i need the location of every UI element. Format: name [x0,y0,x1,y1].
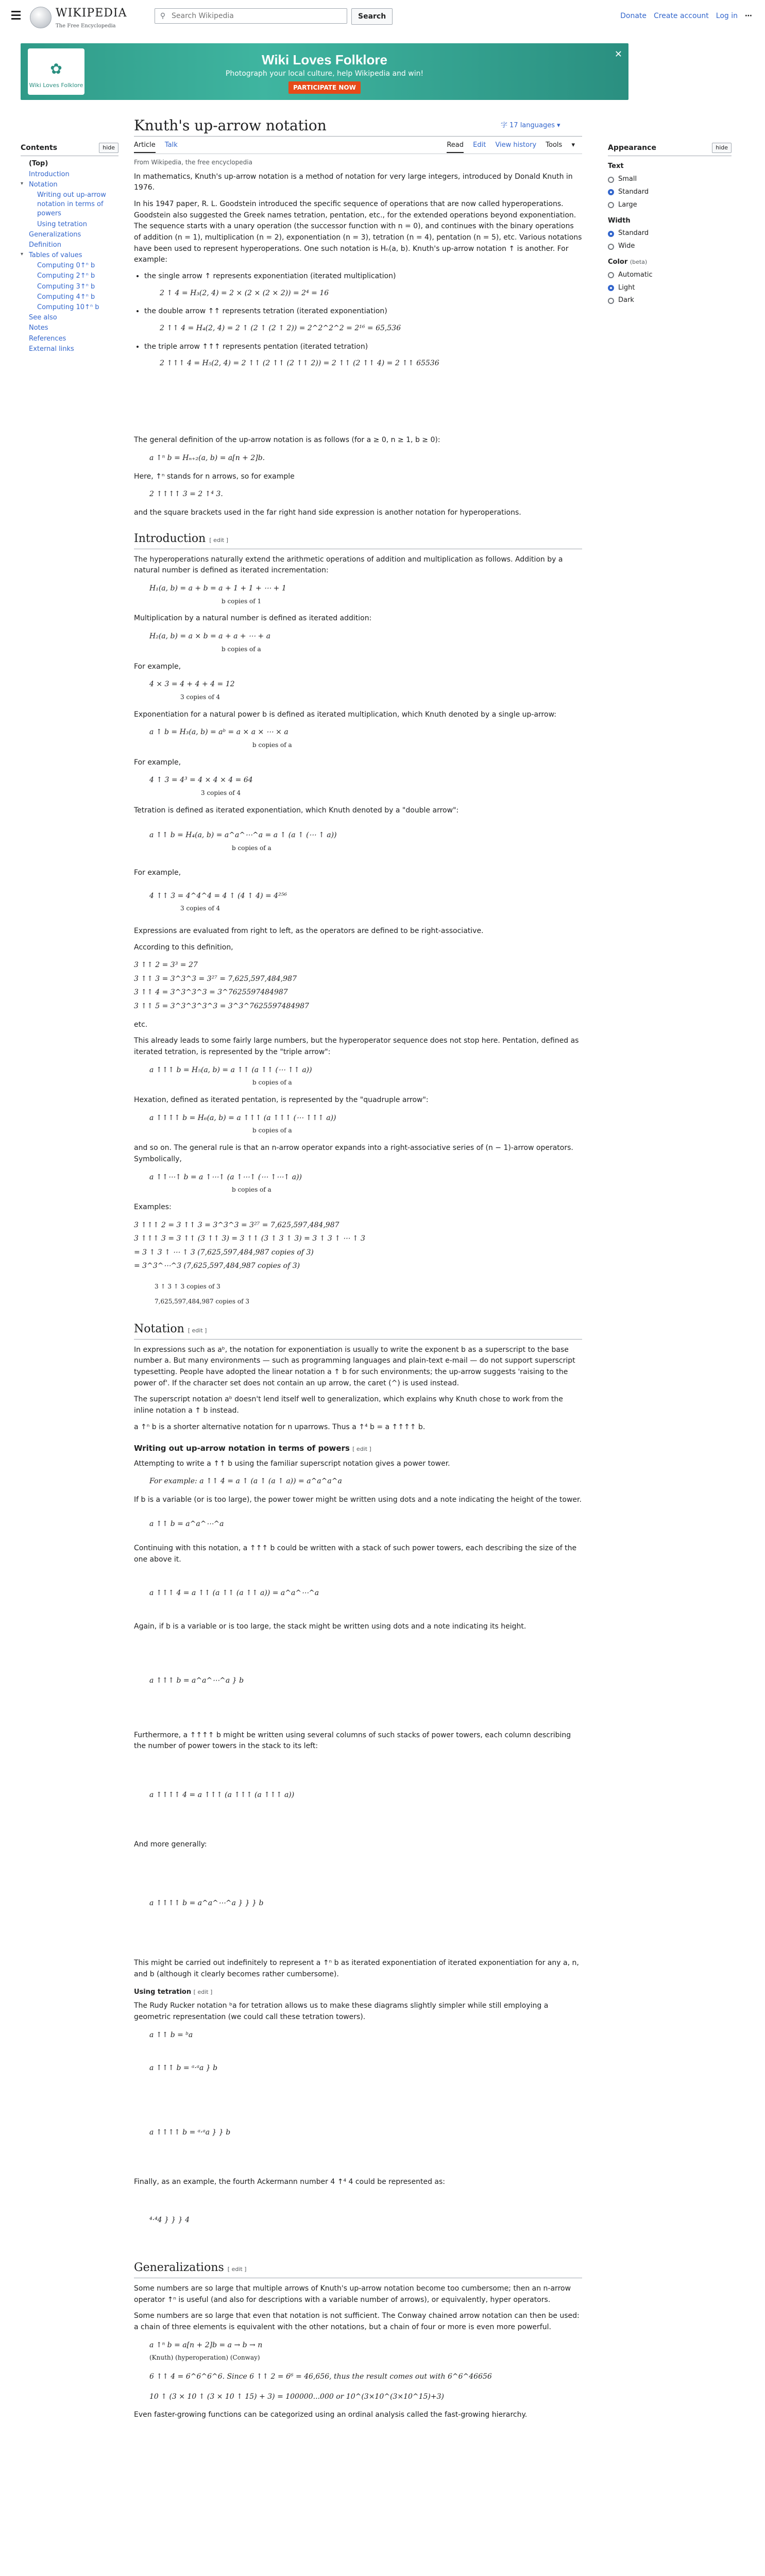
toc-item-label: Computing 3↑ⁿ b [37,282,95,291]
paragraph: For example, [134,758,181,767]
equation [149,2338,582,2364]
paragraph: Finally, as an example, the fourth Ackermann number 4 ↑⁴ 4 could be represented as: [134,2177,445,2186]
radio-icon[interactable] [608,177,614,183]
equation-text: a ↑↑ b = H₄(a, b) = a^a^⋯^a = a ↑ (a ↑ (⋯ ↑ a)) [149,831,337,840]
equation: a ↑↑↑ 4 = a ↑↑ (a ↑↑ (a ↑↑ a)) = a^a^⋯^a [149,1588,319,1597]
toc-item[interactable] [21,293,118,302]
toc-item-label: Computing 10↑ⁿ b [37,303,99,312]
toc-item-label: Notation [29,180,58,189]
toc-item-label: Introduction [29,170,70,178]
paragraph: Some numbers are so large that multiple arrows of Knuth's up-arrow notation become too cumbersome; then an n-arrow operator ↑ⁿ is useful (and also for descriptions with a variable number of arrows), or equivalently, hyper operators. [134,2284,571,2304]
banner-subtitle: Photograph your local culture, help Wikipedia and win! [225,70,424,78]
log-in-link[interactable]: Log in [716,12,738,20]
width-title: Width [608,216,631,225]
radio-label: Wide [618,242,635,250]
paragraph: and so on. The general rule is that an n-arrow operator expands into a right-associative series of (n − 1)-arrow operators. Symbolically, [134,1144,573,1163]
tab-talk[interactable]: Talk [164,141,178,149]
paragraph: Examples: [134,1202,172,1211]
equation: a ↑↑↑↑ 4 = a ↑↑↑ (a ↑↑↑ (a ↑↑↑ a)) [149,1790,295,1799]
paragraph: Exponentiation for a natural power b is defined as iterated multiplication, which Knuth denoted by a single up-arrow: [134,710,556,719]
chevron-down-icon: ▾ [21,180,24,187]
equation: 2 ↑↑ 4 = H₄(2, 4) = 2 ↑ (2 ↑ (2 ↑ 2)) = 2^2^2^2 = 2¹⁶ = 65,536 [160,324,401,333]
list-item [144,271,582,300]
color-title [608,257,732,268]
arrow-examples-list [134,271,582,429]
equation: ⁴·⁴4 } } } 4 [149,2216,190,2225]
equation-text: a ↑↑↑ b = H₅(a, b) = a ↑↑ (a ↑↑ (⋯ ↑↑ a)) [149,1065,312,1074]
equation-text: a ↑ b = H₃(a, b) = aᵇ = a × a × ⋯ × a [149,728,288,737]
width-options [608,228,732,252]
appearance-title: Appearance [608,144,656,152]
toc-item[interactable] [21,251,118,260]
toc-item[interactable] [21,159,118,168]
radio-option[interactable] [608,174,732,185]
radio-option[interactable] [608,270,732,281]
toc-item[interactable] [21,170,118,179]
equation-text: a ↑↑⋯↑ b = a ↑⋯↑ (a ↑⋯↑ (⋯ ↑⋯↑ a)) [149,1173,302,1181]
radio-option[interactable] [608,283,732,294]
tab-history[interactable]: View history [495,141,537,149]
radio-icon[interactable] [608,298,614,304]
equation: For example: a ↑↑ 4 = a ↑ (a ↑ (a ↑ a)) = a^a^a^a [149,1477,342,1486]
equation-text: a ↑ⁿ b = a[n + 2]b = a → b → n [149,2341,263,2349]
history-paragraph: In his 1947 paper, R. L. Goodstein introduced the specific sequence of operations that are now called hyperoperations. Goodstein also suggested the Greek names tetration, pentation, etc., for the extended operations beyond exponentiation. The sequence starts with a unary operation (the successor function with n = 0), and continues with the binary operations of addition (n = 1), multiplication (n = 2), exponentiation (n = 3), tetration (n = 4), pentation (n = 5), etc. Various notations have been used to represent hyperoperations. One such notation is Hₙ(a, b). Knuth's up-arrow notation ↑ is another. For example: [134,199,582,264]
paragraph: For example, [134,868,181,877]
wikipedia-globe-icon [30,7,52,28]
text-size-title: Text [608,162,624,171]
equation: 2 ↑↑↑↑ 3 = 2 ↑⁴ 3. [149,490,223,499]
paragraph: Tetration is defined as iterated exponentiation, which Knuth denoted by a "double arrow": [134,806,459,815]
equation-list [134,958,582,1013]
equation-text: 4 ↑↑ 3 = 4^4^4 = 4 ↑ (4 ↑ 4) = 4²⁵⁶ [149,891,287,900]
radio-label: Dark [618,296,634,304]
equation-text: 4 ↑ 3 = 4³ = 4 × 4 × 4 = 64 [149,776,253,785]
equation [155,1279,582,1309]
general-definition: The general definition of the up-arrow notation is as follows (for a ≥ 0, n ≥ 1, b ≥ 0): [134,436,440,445]
color-beta: (beta) [630,258,648,265]
toc-item-label: External links [29,345,74,353]
equation: a ↑↑↑ b = ᵃ·ᵃa } b [149,2064,218,2073]
toc-item-label: Tables of values [29,251,82,260]
equation [149,582,582,607]
toc-item[interactable] [21,345,118,354]
equation: a ↑ⁿ b = Hₙ₊₂(a, b) = a[n + 2]b. [149,454,265,463]
language-button[interactable] [501,121,560,131]
toc-item-label: Computing 4↑ⁿ b [37,293,95,301]
section-heading-powers [134,1443,582,1454]
article-body [134,158,582,2426]
underbrace-label: b copies of 1 [222,597,262,605]
toc-item[interactable] [21,220,118,229]
folklore-icon: ✿ [50,60,62,77]
edit-section-link[interactable]: [ edit ] [352,1445,371,1452]
toc-item[interactable] [21,334,118,344]
radio-icon[interactable] [608,189,614,195]
paragraph: etc. [134,1020,148,1029]
color-title-text: Color [608,258,628,266]
tab-read[interactable]: Read [447,140,464,153]
equation-line: 3 ↑↑ 2 = 3³ = 27 [134,961,198,970]
heading-text: Introduction [134,532,206,545]
equation [149,630,582,655]
toc-hide-button[interactable]: hide [99,143,118,153]
appearance-panel [608,142,732,308]
section-heading-notation [134,1320,582,1340]
donate-link[interactable]: Donate [620,12,647,20]
equation-line: = 3^3^⋯^3 (7,625,597,484,987 copies of 3) [134,1262,300,1270]
search-input[interactable] [171,11,337,21]
edit-section-link[interactable]: [ edit ] [193,1989,213,1996]
equation [149,1111,582,1137]
tab-edit[interactable]: Edit [473,141,486,149]
paragraph: And more generally: [134,1840,207,1849]
underbrace-label: 7,625,597,484,987 copies of 3 [155,1297,249,1305]
equation-text: a ↑↑↑↑ b = H₆(a, b) = a ↑↑↑ (a ↑↑↑ (⋯ ↑↑↑ a)) [149,1113,336,1122]
toc-item[interactable] [21,324,118,333]
underbrace-label: b copies of a [222,645,261,653]
equation: 6 ↑↑ 4 = 6^6^6^6. Since 6 ↑↑ 2 = 6⁶ = 46,656, thus the result comes out with 6^6^46656 [149,2372,492,2381]
paragraph: The Rudy Rucker notation ᵇa for tetration allows us to make these diagrams slightly simpler while still employing a geometric representation (we could call these tetration towers). [134,2002,549,2022]
equation-line: = 3 ↑ 3 ↑ ⋯ ↑ 3 (7,625,597,484,987 copies of 3) [134,1248,314,1257]
text-size-options [608,174,732,210]
paragraph: For example, [134,662,181,671]
radio-label: Standard [618,229,649,238]
equation: a ↑↑ b = a^a^⋯^a [149,1519,224,1528]
equation: a ↑↑↑↑ b = ᵃ·ᵃa } } b [149,2128,231,2137]
equation: a ↑↑↑ b = a^a^⋯^a } b [149,1676,244,1685]
edit-section-link[interactable]: [ edit ] [188,1327,207,1334]
search-icon: ⚲ [160,11,166,20]
equation: a ↑↑ b = ᵇa [149,2030,193,2039]
equation: 10 ↑ (3 × 10 ↑ (3 × 10 ↑ 15) + 3) = 100000...000 or 10^(3×10^(3×10^15)+3) [149,2392,444,2401]
equation-line: 3 ↑↑↑ 3 = 3 ↑↑ (3 ↑↑ 3) = 3 ↑↑ (3 ↑ 3 ↑ 3) = 3 ↑ 3 ↑ ⋯ ↑ 3 [134,1234,365,1243]
translate-icon: 字 [501,122,508,129]
paragraph: Furthermore, a ↑↑↑↑ b might be written using several columns of such stacks of power towers, each column describing the number of power towers in the stack to its left: [134,1731,571,1751]
paragraph: The superscript notation aᵇ doesn't lend itself well to generalization, which explains why Knuth chose to work from the inline notation a ↑ b instead. [134,1395,563,1415]
campaign-banner [21,43,628,100]
equation [149,677,582,703]
close-icon[interactable]: ✕ [614,49,622,60]
paragraph: Continuing with this notation, a ↑↑↑ b could be written with a stack of such power towers, each describing the size of the one above it. [134,1544,577,1564]
table-of-contents [21,142,118,355]
search-button[interactable]: Search [351,8,393,25]
chevron-down-icon: ▾ [557,122,560,129]
paragraph: Even faster-growing functions can be categorized using an ordinal analysis called the fast-growing hierarchy. [134,2411,528,2419]
section-heading-generalizations [134,2259,582,2278]
equation-list [134,1218,582,1273]
page-title: Knuth's up-arrow notation [134,117,327,134]
heading-text: Notation [134,1322,184,1335]
heading-text: Using tetration [134,1988,192,1996]
radio-option[interactable] [608,200,732,211]
underbrace-label: b copies of a [232,844,271,852]
toc-item[interactable] [21,180,118,190]
radio-icon[interactable] [608,231,614,237]
list-item-text: the double arrow ↑↑ represents tetration (iterated exponentiation) [144,307,387,316]
title-divider [134,136,582,137]
equation-text: H₁(a, b) = a + b = a + 1 + 1 + ⋯ + 1 [149,584,286,593]
edit-section-link[interactable]: [ edit ] [209,536,229,544]
paragraph: According to this definition, [134,943,233,952]
paragraph: This already leads to some fairly large numbers, but the hyperoperator sequence does not stop here. Pentation, defined as iterated tetration, is represented by the "triple arrow": [134,1037,579,1057]
equation-labels: (Knuth) (hyperoperation) (Conway) [149,2354,260,2362]
underbrace-label: 3 ↑ 3 ↑ 3 copies of 3 [155,1283,220,1291]
equation: 2 ↑ 4 = H₃(2, 4) = 2 × (2 × (2 × 2)) = 2⁴ = 16 [160,289,329,297]
site-header [0,0,765,31]
intro-paragraph: In mathematics, Knuth's up-arrow notation is a method of notation for very large integers, introduced by Donald Knuth in 1976. [134,172,573,192]
tab-article[interactable]: Article [134,140,156,153]
paragraph: If b is a variable (or is too large), the power tower might be written using dots and a note indicating the height of the tower. [134,1496,582,1504]
equation [149,821,582,861]
banner-title: Wiki Loves Folklore [262,52,387,67]
toc-item[interactable] [21,303,118,312]
toc-item-label: (Top) [29,160,48,168]
section-heading-tetration [134,1987,582,1997]
paragraph: Some numbers are so large that even that notation is not sufficient. The Conway chained arrow notation can then be used: a chain of three elements is equivalent with the other notations, but a chain of four or more is even more powerful. [134,2312,580,2331]
create-account-link[interactable]: Create account [654,12,709,20]
equation [149,1171,582,1196]
heading-text: Generalizations [134,2261,224,2274]
radio-option[interactable] [608,228,732,239]
paragraph: The hyperoperations naturally extend the arithmetic operations of addition and multiplication as follows. Addition by a natural number is defined as iterated incrementation: [134,555,563,575]
wordmark: WIKIPEDIA [56,7,127,20]
equation [149,773,582,799]
paragraph: This might be carried out indefinitely to represent a ↑ⁿ b as iterated exponentiation of iterated exponentiation for any a, n, and b (although it clearly becomes rather cumbersome). [134,1958,579,1978]
tagline: The Free Encyclopedia [56,23,116,29]
list-item [144,306,582,335]
equation [149,1063,582,1089]
equation-text: 4 × 3 = 4 + 4 + 4 = 12 [149,680,235,689]
wikipedia-logo[interactable] [30,4,127,30]
toc-item[interactable] [21,191,118,219]
radio-icon[interactable] [608,272,614,278]
section-heading-introduction [134,530,582,549]
toc-item-label: See also [29,314,57,322]
paragraph: and the square brackets used in the far right hand side expression is another notation for hyperoperations. [134,508,521,517]
radio-icon[interactable] [608,202,614,208]
underbrace-label: b copies of a [252,741,292,749]
banner-logo-text: Wiki Loves Folklore [29,81,83,89]
radio-option[interactable] [608,295,732,306]
underbrace-label: b copies of a [252,1127,292,1134]
more-options-icon[interactable]: ⋯ [745,12,753,20]
radio-label: Light [618,283,635,292]
equation: a ↑↑↑↑ b = a^a^⋯^a } } } b [149,1899,264,1908]
paragraph: In expressions such as aᵇ, the notation for exponentiation is usually to write the exponent b as a superscript to the base number a. But many environments — such as programming languages and plain-text e-mail — do not support superscript typesetting. People have adopted the linear notation a ↑ b for such environments; the up-arrow suggests 'raising to the power of'. If the character set does not contain an up arrow, the caret (^) is used instead. [134,1345,575,1387]
radio-option[interactable] [608,187,732,198]
equation-line: 3 ↑↑ 4 = 3^3^3^3 = 3^7625597484987 [134,988,288,997]
underbrace-label: b copies of a [252,1079,292,1087]
equation-line: 3 ↑↑ 3 = 3^3^3 = 3²⁷ = 7,625,597,484,987 [134,974,297,983]
page-tabs [134,140,582,154]
toc-title: Contents [21,144,58,152]
toc-list [21,159,118,354]
radio-option[interactable] [608,241,732,252]
search-box[interactable] [155,8,347,24]
heading-text: Writing out up-arrow notation in terms of powers [134,1443,350,1453]
language-count: 17 languages [509,122,555,129]
radio-label: Small [618,175,637,183]
paragraph: a ↑ⁿ b is a shorter alternative notation for n uparrows. Thus a ↑⁴ b = a ↑↑↑↑ b. [134,1422,426,1431]
paragraph: Here, ↑ⁿ stands for n arrows, so for example [134,472,295,481]
paragraph: Attempting to write a ↑↑ b using the familiar superscript notation gives a power tower. [134,1459,450,1468]
equation-text: H₂(a, b) = a × b = a + a + ⋯ + a [149,632,271,641]
toc-item-label: Generalizations [29,230,81,239]
radio-label: Large [618,200,637,209]
toc-item-label: Computing 0↑ⁿ b [37,262,95,270]
toc-item[interactable] [21,261,118,270]
color-options [608,270,732,306]
underbrace-label: 3 copies of 4 [201,789,241,796]
toc-item[interactable] [21,241,118,250]
equation: 2 ↑↑↑ 4 = H₅(2, 4) = 2 ↑↑ (2 ↑↑ (2 ↑↑ 2)) = 2 ↑↑ (2 ↑↑ 4) = 2 ↑↑ 65536 [160,359,439,368]
underbrace-label: 3 copies of 4 [180,693,220,701]
participate-button[interactable]: PARTICIPATE NOW [288,81,361,94]
equation [149,884,582,920]
radio-icon[interactable] [608,244,614,250]
toc-item-label: Writing out up-arrow notation in terms of powers [37,191,106,218]
radio-label: Standard [618,188,649,196]
toc-item-label: Computing 2↑ⁿ b [37,272,95,280]
list-item-text: the triple arrow ↑↑↑ represents pentation (iterated tetration) [144,342,368,351]
paragraph: Again, if b is a variable or is too large, the stack might be written using dots and a note indicating its height. [134,1622,526,1631]
main-menu-icon[interactable] [9,8,23,22]
underbrace-label: 3 copies of 4 [180,905,220,912]
list-item [144,342,582,429]
toc-item-label: References [29,334,66,343]
toc-item[interactable] [21,272,118,281]
edit-section-link[interactable]: [ edit ] [227,2265,247,2273]
from-wikipedia: From Wikipedia, the free encyclopedia [134,159,252,166]
radio-label: Automatic [618,270,653,279]
toc-item-label: Using tetration [37,220,87,228]
paragraph: Hexation, defined as iterated pentation, is represented by the "quadruple arrow": [134,1096,429,1105]
underbrace-label: b copies of a [232,1186,271,1194]
equation-line: 3 ↑↑ 5 = 3^3^3^3^3 = 3^3^7625597484987 [134,1002,309,1011]
appearance-hide-button[interactable]: hide [712,143,732,153]
toc-item-label: Notes [29,324,48,332]
radio-icon[interactable] [608,285,614,291]
user-nav [620,10,753,22]
tools-label: Tools [546,141,563,149]
list-item-text: the single arrow ↑ represents exponentiation (iterated multiplication) [144,272,396,281]
paragraph: Expressions are evaluated from right to left, as the operators are defined to be right-associative. [134,926,484,935]
equation [149,725,582,751]
toc-item-label: Definition [29,241,61,249]
paragraph: Multiplication by a natural number is defined as iterated addition: [134,614,372,623]
equation-line: 3 ↑↑↑ 2 = 3 ↑↑ 3 = 3^3^3 = 3²⁷ = 7,625,597,484,987 [134,1221,339,1229]
toc-item[interactable] [21,230,118,240]
toc-item[interactable] [21,282,118,292]
chevron-down-icon: ▾ [21,251,24,258]
tab-tools[interactable]: Tools ▾ [546,140,575,151]
toc-item[interactable] [21,313,118,323]
